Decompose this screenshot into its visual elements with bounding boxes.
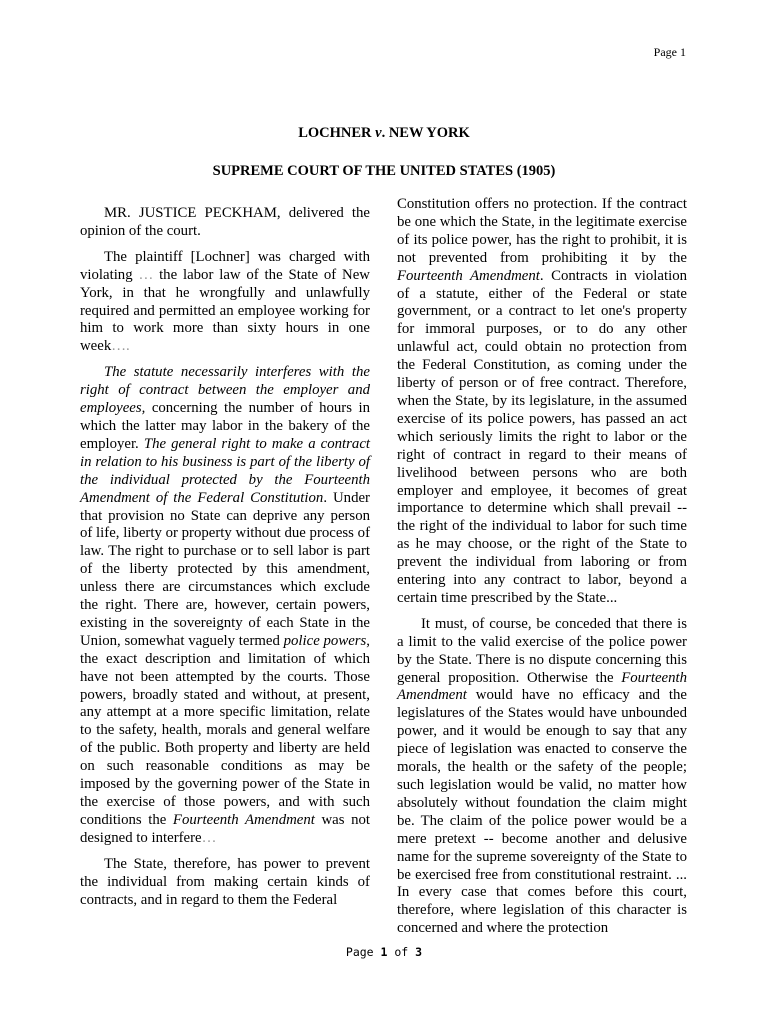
charge-text-b: the labor law of the State of New York, in that he wrongfully and unlawfully required and permitted an employee working for him to work more than sixty hours in one week [80,266,370,355]
ellipsis-mark: … [138,266,154,283]
body-text: It must, of course, be conceded that there is a limit to the valid exercise of the police power by the State. There is no dispute concerning this general proposition. Otherwise the [397,615,687,686]
page-footer [0,945,768,959]
body-text: would have no efficacy and the legislatures of the States would have unbounded power, and it would be enough to say that any piece of legislation was enacted to conserve the morals, the health or the safety of the people; such legislation would be valid, no matter how absolutely without foundation the claim might be. The claim of the police power would be a mere pretext -- become another and delusive name for the supreme sovereignty of the State to be exercised free from constitutional restraint. ... In every case that comes before this court, therefore, where legislation of this character is concerned and where the protection [397,687,687,937]
footer-page-total: 3 [415,945,423,959]
body-text: . Contracts in violation of a statute, either of the Federal or state government, or a contract to let one's property for immoral purposes, or to do any other unlawful act, could obtain no protection from the Federal Constitution, as coming under the liberty of person or of free contract. Therefore, when the State, by its legislature, in the assumed exercise of its police powers, has passed an act which seriously limits the right to labor or the right of contract in regard to their means of livelihood between persons who are both employer and employee, it becomes of great importance to determine which shall prevail -- the right of the individual to labor for such time as he may choose, or the right of the State to prevent the individual from laboring or from entering into any contract to labor, beyond a certain time prescribed by the State... [397,267,687,606]
ellipsis-mark: … [201,829,217,846]
case-title-versus: v [375,125,382,141]
body-text: was not designed to interfere [80,811,370,846]
paragraph-liberty-of-contract [80,364,370,847]
court-heading: SUPREME COURT OF THE UNITED STATES (1905) [212,163,556,179]
italic-text: Fourteenth Amendment [397,267,540,284]
paragraph-state-power: The State, therefore, has power to prevent the individual from making certain kinds of contracts, and in regard to them the Federal [80,855,370,908]
case-title-post: . NEW YORK [381,125,470,141]
italic-text: Fourteenth Amendment [172,811,315,828]
italic-text: police powers [283,632,367,649]
italic-text: The general right to make a contract in relation to his business is part of the liberty of the individual protected by the Fourteenth Amendment of the Federal Constitution [80,435,370,506]
body-text: . Under that provision no State can deprive any person of life, liberty or property without due process of law. The right to purchase or to sell labor is part of the liberty protected by this amendment, unless there are circumstances which exclude the right. There are, however, certain powers, existing in the sovereignty of each State in the Union, somewhat vaguely termed [80,489,370,649]
paragraph-limit-police-power [397,616,687,938]
ellipsis-mark: …. [111,338,130,355]
body-text: concerning the number of hours in which the latter may labor in the bakery of the employer. [80,400,370,452]
charge-text-a: The plaintiff [Lochner] was charged with violating [80,248,370,283]
footer-of-word: of [387,945,416,959]
right-column [397,196,687,946]
footer-page-number: 1 [380,945,388,959]
body-text: , the exact description and limitation of which have not been attempted by the courts. Those powers, broadly stated and without, at present, any attempt at a more specific limitation, relate to the safety, health, morals and general welfare of the public. Both property and liberty are held on such reasonable conditions as may be imposed by the governing power of the State in the exercise of those powers, and with such conditions the [80,632,370,828]
paragraph-opinion-intro: MR. JUSTICE PECKHAM, delivered the opinion of the court. [80,205,370,239]
footer-page-word: Page [345,945,381,959]
case-title [0,125,768,142]
italic-text: Fourteenth Amendment [397,669,687,704]
italic-text: The statute necessarily interferes with the right of contract between the employer and employees, [80,364,370,417]
body-text: Constitution offers no protection. If the contract be one which the State, in the legitimate exercise of its police power, has the right to prohibit, it is not prevented from prohibiting it by the [397,196,687,266]
page-header-label: Page 1 [653,45,686,59]
case-title-pre: LOCHNER [298,125,376,141]
paragraph-charge [80,249,370,356]
left-column [80,205,370,917]
paragraph-continued [397,196,687,608]
